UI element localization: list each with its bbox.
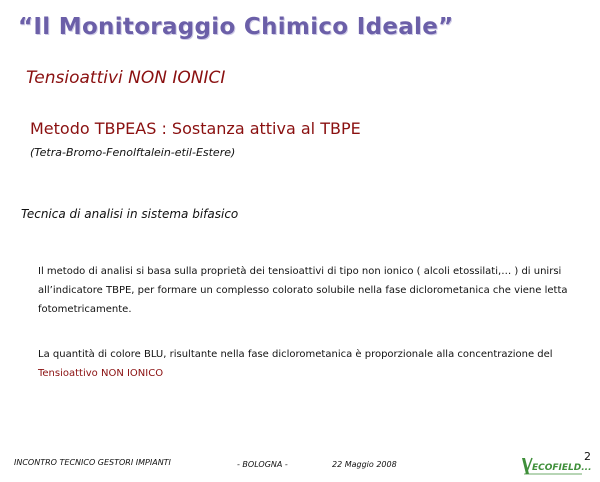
footer-event: INCONTRO TECNICO GESTORI IMPIANTI <box>14 458 171 467</box>
technique-heading: Tecnica di analisi in sistema bifasico <box>21 207 239 221</box>
slide-subtitle: Tensioattivi NON IONICI <box>26 68 226 88</box>
footer-city: - BOLOGNA - <box>237 460 288 469</box>
ecofield-logo <box>520 455 592 477</box>
logo-text: ECOFIELD... <box>532 463 592 473</box>
paragraph-highlight: Tensioattivo NON IONICO <box>38 368 164 379</box>
chemical-name: (Tetra-Bromo-Fenolftalein-etil-Estere) <box>30 146 236 159</box>
paragraph-color-proportion <box>38 345 582 383</box>
slide-title: “Il Monitoraggio Chimico Ideale” <box>18 14 454 40</box>
footer-date: 22 Maggio 2008 <box>332 460 397 469</box>
paragraph-method-description: Il metodo di analisi si basa sulla proprietà dei tensioattivi di tipo non ionico ( alcoli etossilati,… ) di unirsi all’indicatore TBPE, per formare un complesso colorato solubile nella fase diclorometanica che viene letta fotometricamente. <box>38 266 568 315</box>
page-number: 2 <box>584 450 591 463</box>
paragraph-text: La quantità di colore BLU, risultante nella fase diclorometanica è proporzionale alla concentrazione del <box>38 349 553 360</box>
method-heading: Metodo TBPEAS : Sostanza attiva al TBPE <box>30 119 361 138</box>
logo-mark-icon <box>520 455 592 477</box>
